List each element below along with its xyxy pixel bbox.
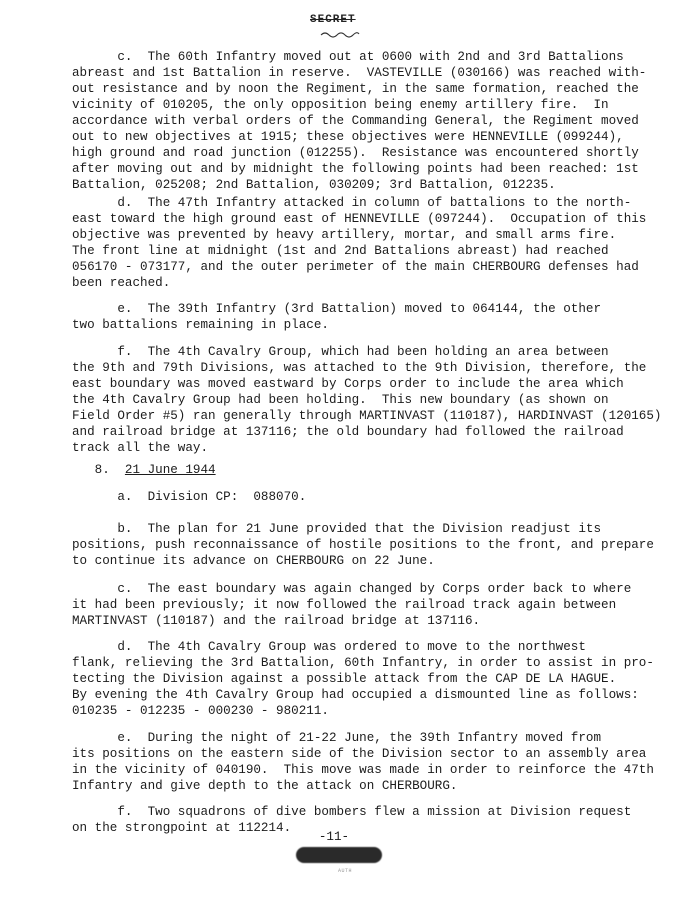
footer-stamp: AUTH (337, 868, 352, 874)
paragraph-8a: a. Division CP: 088070. (72, 490, 307, 504)
paragraph-7e: e. The 39th Infantry (3rd Battalion) moved to 064144, the other two battalions remaining in place. (72, 302, 602, 332)
paragraph-8d: d. The 4th Cavalry Group was ordered to move to the northwest flank, relieving the 3rd Battalion, 60th Infantry, in order to assist in pro- tecting the Division against a possible attack from the CAP DE LA HAGUE. By evening the 4th Cavalry Group had occupied a dismounted line as follows: 010235 - 012235 - 000230 - 980211. (72, 640, 654, 718)
paragraph-7c: c. The 60th Infantry moved out at 0600 with 2nd and 3rd Battalions abreast and 1st Battalion in reserve. VASTEVILLE (030166) was reached with- out resistance and by noon the Regiment, in the same formation, reached the vicinity of 010205, the only opposition being enemy artillery fire. In accordance with verbal orders of the Commanding General, the Regiment moved out to new objectives at 1915; these objectives were HENNEVILLE (099244), high ground and road junction (012255). Resistance was encountered shortly after moving out and by midnight the following points had been reached: 1st Battalion, 025208; 2nd Battalion, 030209; 3rd Battalion, 012235. (72, 50, 647, 192)
page-number: -11- (318, 830, 350, 844)
redaction-mark (296, 847, 382, 863)
paragraph-8e: e. During the night of 21-22 June, the 39th Infantry moved from its positions on the eastern side of the Division sector to an assembly area in the vicinity of 040190. This move was made in order to reinforce the 47th Infantry and give depth to the attack on CHERBOURG. (72, 731, 654, 793)
section-date: 21 June 1944 (124, 463, 216, 477)
section-number: 8. (72, 463, 125, 477)
paragraph-7f: f. The 4th Cavalry Group, which had been holding an area between the 9th and 79th Divisions, was attached to the 9th Division, therefore, the east boundary was moved eastward by Corps order to include the area which the 4th Cavalry Group had been holding. This new boundary (as shown on Field Order #5) ran generally through MARTINVAST (110187), HARDINVAST (120165) and railroad bridge at 137116; the old boundary had followed the railroad track all the way. (72, 345, 662, 455)
paragraph-8b: b. The plan for 21 June provided that the Division readjust its positions, push reconnaissance of hostile positions to the front, and prepare to continue its advance on CHERBOURG on 22 June. (72, 522, 654, 568)
classification-scribble (320, 30, 360, 38)
paragraph-8f: f. Two squadrons of dive bombers flew a mission at Division request on the strongpoint at 112214. (72, 805, 632, 835)
classification-marking: SECRET (310, 14, 356, 26)
paragraph-7d: d. The 47th Infantry attacked in column of battalions to the north- east toward the high ground east of HENNEVILLE (097244). Occupation of this objective was prevented by heavy artillery, mortar, and small arms fire. The front line at midnight (1st and 2nd Battalions abreast) had reached 056170 - 073177, and the outer perimeter of the main CHERBOURG defenses had been reached. (72, 196, 647, 290)
paragraph-8c: c. The east boundary was again changed by Corps order back to where it had been previously; it now followed the railroad track again between MARTINVAST (110187) and the railroad bridge at 137116. (72, 582, 632, 628)
section-8-heading (72, 462, 216, 478)
